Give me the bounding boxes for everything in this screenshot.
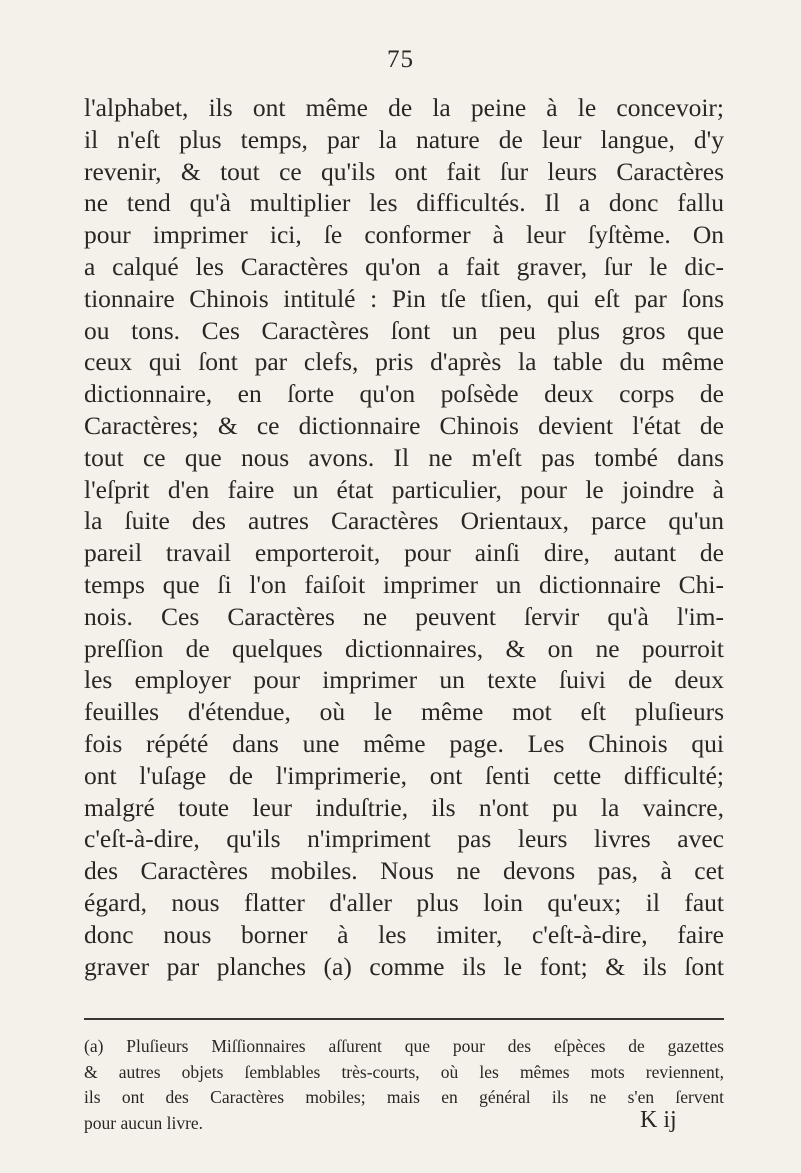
page-number: 75 xyxy=(387,46,414,73)
text-line: les employer pour imprimer un texte ſuivi de deux xyxy=(84,665,724,695)
footnote-line: pour aucun livre. xyxy=(84,1112,204,1133)
text-line: ou tons. Ces Caractères ſont un peu plus gros que xyxy=(84,315,724,345)
footnote-line: ils ont des Caractères mobiles; mais en général ils ne s'en ſervent xyxy=(84,1087,724,1107)
footnote-line: (a) Pluſieurs Miſſionnaires aſſurent que pour des eſpèces de gazettes xyxy=(84,1036,724,1056)
text-line: tout ce que nous avons. Il ne m'eſt pas tombé dans xyxy=(84,442,724,472)
footnote-divider xyxy=(84,1018,724,1020)
footnote-line: & autres objets ſemblables très-courts, où les mêmes mots reviennent, xyxy=(84,1061,724,1082)
text-line: preſſion de quelques dictionnaires, & on ne pourroit xyxy=(84,633,724,663)
text-line: fois répété dans une même page. Les Chinois qui xyxy=(84,728,724,758)
text-line: revenir, & tout ce qu'ils ont fait ſur leurs Caractères xyxy=(84,156,724,186)
text-line: Caractères; & ce dictionnaire Chinois devient l'état de xyxy=(84,410,724,440)
text-line: temps que ſi l'on faiſoit imprimer un dictionnaire Chi- xyxy=(84,569,724,599)
text-line: il n'eſt plus temps, par la nature de leur langue, d'y xyxy=(84,124,724,154)
text-line: malgré toute leur induſtrie, ils n'ont pu la vaincre, xyxy=(84,792,724,822)
text-line: a calqué les Caractères qu'on a fait graver, ſur le dic- xyxy=(84,251,724,281)
text-line: nois. Ces Caractères ne peuvent ſervir qu'à l'im- xyxy=(84,601,724,631)
text-line: l'eſprit d'en faire un état particulier, pour le joindre à xyxy=(84,474,724,504)
text-line: donc nous borner à les imiter, c'eſt-à-dire, faire xyxy=(84,919,724,949)
text-line: l'alphabet, ils ont même de la peine à le concevoir; xyxy=(84,93,724,122)
main-text-block xyxy=(84,92,724,982)
text-line: la ſuite des autres Caractères Orientaux, parce qu'un xyxy=(84,506,724,536)
text-line: dictionnaire, en ſorte qu'on poſsède deux corps de xyxy=(84,379,724,409)
text-line: ont l'uſage de l'imprimerie, ont ſenti cette difficulté; xyxy=(84,760,724,790)
text-line: égard, nous flatter d'aller plus loin qu'eux; il faut xyxy=(84,887,724,917)
text-line: tionnaire Chinois intitulé : Pin tſe tſien, qui eſt par ſons xyxy=(84,283,724,313)
text-line: pour imprimer ici, ſe conformer à leur ſyſtème. On xyxy=(84,220,724,250)
signature-mark: K ij xyxy=(640,1107,677,1133)
text-line: pareil travail emporteroit, pour ainſi dire, autant de xyxy=(84,538,724,568)
text-line: ceux qui ſont par clefs, pris d'après la table du même xyxy=(84,347,724,377)
text-line: c'eſt-à-dire, qu'ils n'impriment pas leurs livres avec xyxy=(84,824,724,854)
text-line: graver par planches (a) comme ils le font; & ils ſont xyxy=(84,951,724,981)
text-line: feuilles d'étendue, où le même mot eſt pluſieurs xyxy=(84,697,724,727)
text-line: des Caractères mobiles. Nous ne devons pas, à cet xyxy=(84,856,724,886)
text-line: ne tend qu'à multiplier les difficultés. Il a donc fallu xyxy=(84,188,724,218)
footnote xyxy=(84,1034,724,1136)
